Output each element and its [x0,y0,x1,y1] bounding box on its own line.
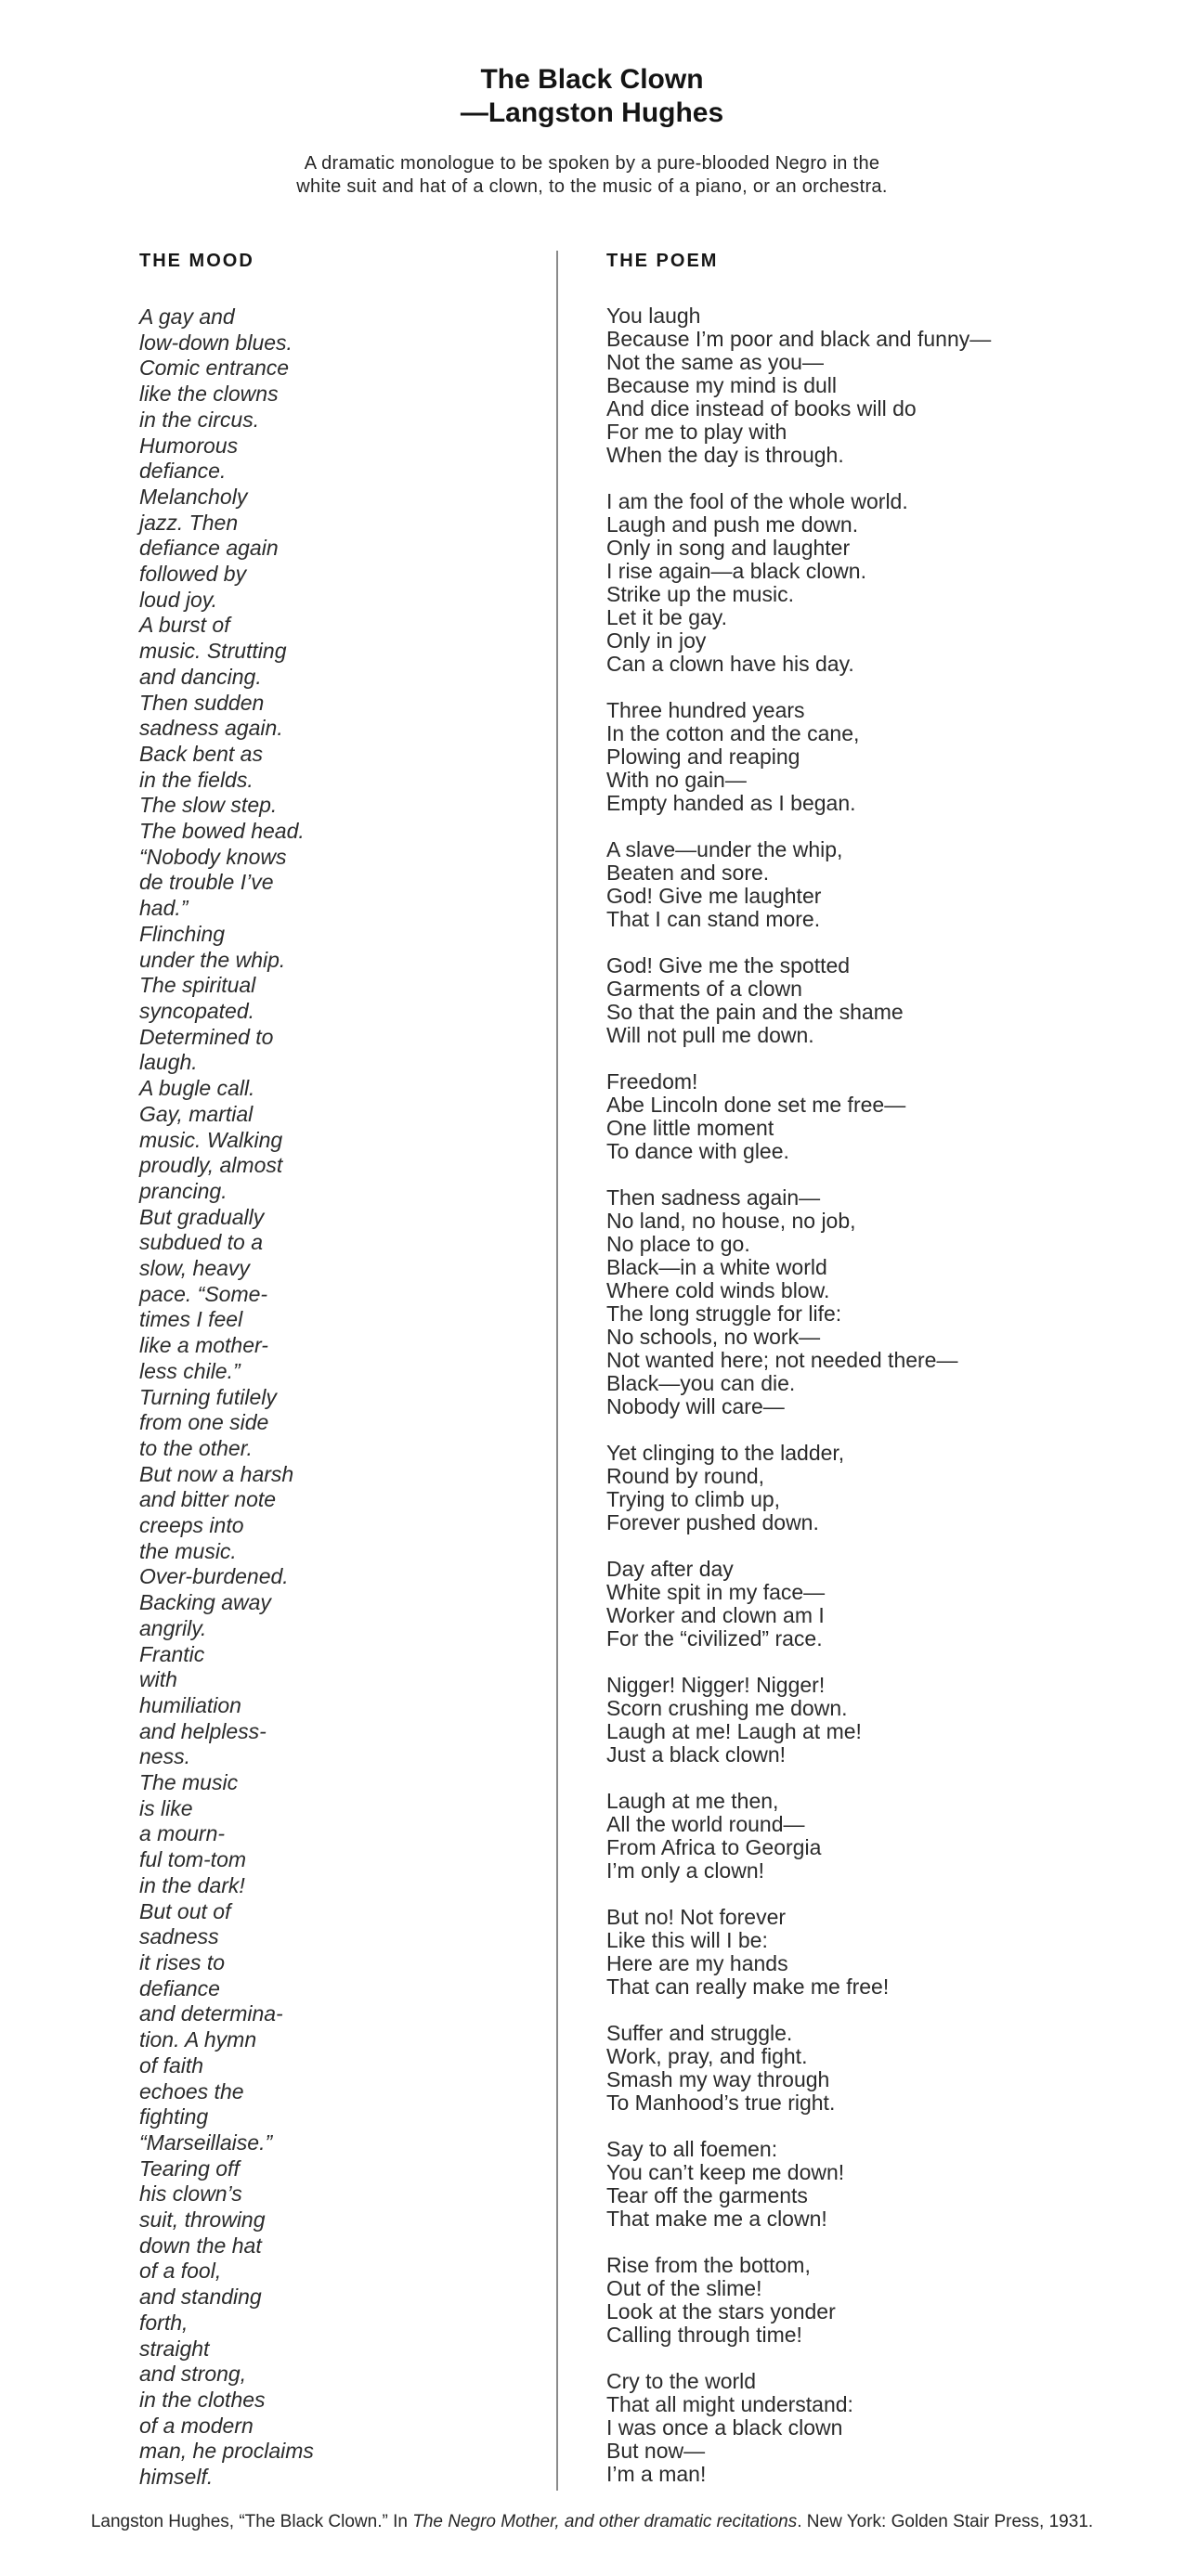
poem-line: Laugh at me! Laugh at me! [606,1719,862,1743]
poem-line: Not wanted here; not needed there— [606,1348,958,1372]
mood-line: like the clowns [139,382,279,407]
mood-line: “Marseillaise.” [139,2129,273,2155]
mood-line: from one side [139,1410,269,1435]
poem-line: I am the fool of the whole world. [606,489,908,513]
poem-line: One little moment [606,1116,774,1140]
poem-line: I’m a man! [606,2462,707,2486]
mood-line: sadness [139,1924,219,1949]
poem-line: With no gain— [606,768,747,792]
mood-line: The bowed head. [139,819,305,844]
poem-line: That all might understand: [606,2392,853,2416]
mood-line: and strong, [139,2362,247,2387]
mood-line: defiance again [139,536,279,561]
mood-line: a mourn- [139,1821,226,1846]
mood-line: humiliation [139,1692,241,1717]
poem-stanza [606,1070,1128,1163]
mood-line: of faith [139,2052,204,2078]
poem-stanza [606,1906,1128,1999]
poem-line: Rise from the bottom, [606,2253,811,2277]
poem-stanza [606,1558,1128,1650]
poem-line: Then sadness again— [606,1185,821,1210]
mood-line: pace. “Some- [139,1281,268,1306]
poem-line: For me to play with [606,420,787,444]
poem-line: For the “civilized” race. [606,1626,823,1650]
mood-line: But out of [139,1898,231,1923]
mood-line: The slow step. [139,793,278,818]
mood-line: in the circus. [139,407,260,432]
mood-line: Gay, martial [139,1101,254,1126]
mood-line: and determina- [139,2001,283,2026]
poem-column [558,251,1128,2491]
mood-line: Back bent as [139,741,263,766]
poem-stanza [606,1186,1128,1418]
mood-line: followed by [139,562,247,587]
poem-line: All the world round— [606,1812,805,1836]
poem-stanza [606,1442,1128,1534]
poem-stanza [606,1790,1128,1883]
poem-line: Work, pray, and fight. [606,2044,808,2068]
mood-line: to the other. [139,1435,253,1460]
poem-line: Laugh at me then, [606,1789,779,1813]
poem-line: Day after day [606,1557,734,1581]
mood-line: in the dark! [139,1872,245,1897]
mood-line: Melancholy [139,484,248,509]
poem-stanza [606,304,1128,467]
mood-line: is like [139,1795,193,1820]
poem-heading: THE POEM [606,251,719,271]
mood-line: Then sudden [139,690,265,715]
mood-line: echoes the [139,2078,244,2104]
mood-line: angrily. [139,1615,207,1640]
mood-line: The music [139,1770,239,1795]
mood-line: it rises to [139,1950,226,1974]
poem-line: I’m only a clown! [606,1858,765,1883]
mood-line: less chile.” [139,1358,241,1383]
two-column-layout [0,251,1184,2491]
mood-line: laugh. [139,1050,198,1075]
poem-line: No land, no house, no job, [606,1209,856,1233]
poem-line: Will not pull me down. [606,1023,814,1047]
poem-line: Laugh and push me down. [606,512,859,537]
poem-line: To Manhood’s true right. [606,2091,836,2115]
poem-stanza [606,699,1128,815]
mood-line: and bitter note [139,1487,277,1512]
mood-line: sadness again. [139,716,283,741]
mood-line: Flinching [139,921,226,946]
mood-line: ful tom-tom [139,1847,247,1872]
poem-line: God! Give me the spotted [606,953,851,977]
mood-line: Frantic [139,1641,205,1666]
mood-line: Backing away [139,1590,271,1615]
poem-body [606,304,1128,2486]
page-subtitle [0,152,1184,199]
mood-line: suit, throwing [139,2207,266,2233]
poem-line: Freedom! [606,1069,698,1094]
mood-line: and dancing. [139,664,262,689]
mood-line: Determined to [139,1024,274,1049]
poem-line: Smash my way through [606,2067,830,2091]
poem-line: That I can stand more. [606,907,821,931]
poem-line: Where cold winds blow. [606,1278,830,1302]
mood-line: But now a harsh [139,1461,294,1486]
poem-stanza [606,954,1128,1047]
poem-line: Cry to the world [606,2369,757,2393]
poem-stanza [606,2370,1128,2486]
mood-line: Turning futilely [139,1384,277,1409]
mood-line: Humorous [139,433,239,458]
poem-line: To dance with glee. [606,1139,789,1163]
poem-line: Forever pushed down. [606,1510,819,1534]
poem-line: Three hundred years [606,698,805,722]
poem-stanza [606,1674,1128,1767]
mood-column [139,251,556,2491]
poem-line: That can really make me free! [606,1974,890,1999]
poem-line: Not the same as you— [606,350,824,374]
poem-line: That make me a clown! [606,2207,827,2231]
poem-stanza [606,490,1128,676]
poem-line: Worker and clown am I [606,1603,825,1627]
mood-line: himself. [139,2465,214,2490]
poem-line: Nigger! Nigger! Nigger! [606,1673,826,1697]
mood-line: jazz. Then [139,510,239,535]
mood-body [139,304,556,2491]
poem-line: Strike up the music. [606,582,794,606]
poem-line: In the cotton and the cane, [606,721,860,745]
mood-line: music. Walking [139,1127,283,1152]
mood-line: Over-burdened. [139,1564,289,1589]
poem-line: Look at the stars yonder [606,2299,836,2324]
mood-line: man, he proclaims [139,2439,314,2464]
mood-line: proudly, almost [139,1153,283,1178]
poem-stanza [606,2022,1128,2115]
poem-line: When the day is through. [606,443,844,467]
mood-line: Tearing off [139,2155,240,2181]
poem-line: Because my mind is dull [606,373,837,397]
mood-line: and standing [139,2285,262,2310]
mood-line: in the clothes [139,2387,266,2412]
mood-line: times I feel [139,1307,243,1332]
poem-line: Garments of a clown [606,977,802,1001]
mood-line: defiance. [139,459,227,484]
mood-line: fighting [139,2104,209,2129]
poem-line: Empty handed as I began. [606,791,856,815]
page-title [0,0,1184,130]
poem-line: God! Give me laughter [606,884,822,908]
poem-line: And dice instead of books will do [606,396,917,421]
poem-line: Black—you can die. [606,1371,796,1395]
poem-stanza [606,2138,1128,2231]
mood-line: down the hat [139,2233,262,2258]
mood-line: tion. A hymn [139,2027,257,2052]
title-line-1: The Black Clown [480,64,704,95]
mood-line: A gay and [139,304,235,329]
poem-line: Plowing and reaping [606,744,800,769]
mood-line: creeps into [139,1513,244,1538]
poem-line: Nobody will care— [606,1394,785,1418]
poem-line: So that the pain and the shame [606,1000,904,1024]
mood-line: of a modern [139,2413,254,2438]
poem-line: No place to go. [606,1232,750,1256]
mood-line: “Nobody knows [139,844,287,869]
mood-line: subdued to a [139,1230,264,1255]
poem-line: But no! Not forever [606,1905,787,1929]
mood-line: forth, [139,2310,189,2335]
poem-line: Out of the slime! [606,2276,762,2300]
mood-line: ness. [139,1744,190,1769]
mood-line: A bugle call. [139,1076,255,1101]
poem-stanza [606,2254,1128,2347]
mood-line: like a mother- [139,1333,268,1358]
mood-line: de trouble I’ve [139,870,274,895]
poem-line: Abe Lincoln done set me free— [606,1093,906,1117]
poem-stanza [606,838,1128,931]
mood-line: Comic entrance [139,356,290,381]
citation [0,2511,1184,2533]
poem-line: Only in joy [606,628,707,653]
mood-line: the music. [139,1538,237,1563]
citation-suffix: . New York: Golden Stair Press, 1931. [797,2511,1094,2531]
poem-line: Calling through time! [606,2323,802,2347]
mood-line: under the whip. [139,947,286,972]
poem-line: Only in song and laughter [606,536,851,560]
poem-line: Just a black clown! [606,1742,787,1767]
poem-line: Like this will I be: [606,1928,768,1952]
citation-prefix: Langston Hughes, “The Black Clown.” In [90,2511,413,2531]
mood-line: his clown’s [139,2181,242,2207]
poem-line: Scorn crushing me down. [606,1696,848,1720]
poem-line: No schools, no work— [606,1325,821,1349]
poem-line: From Africa to Georgia [606,1835,822,1859]
poem-line: Round by round, [606,1464,765,1488]
poem-line: Trying to climb up, [606,1487,781,1511]
mood-line: had.” [139,896,189,921]
mood-line: syncopated. [139,998,255,1023]
mood-line: loud joy. [139,587,217,612]
mood-line: A burst of [139,613,230,638]
poem-line: Because I’m poor and black and funny— [606,327,992,351]
poem-line: You laugh [606,304,701,328]
poem-line: Beaten and sore. [606,861,770,885]
mood-line: low-down blues. [139,330,293,355]
poem-line: I was once a black clown [606,2415,843,2440]
mood-line: of a fool, [139,2259,222,2284]
poem-line: The long struggle for life: [606,1301,842,1326]
mood-line: straight [139,2336,210,2361]
poem-line: White spit in my face— [606,1580,826,1604]
mood-line: music. Strutting [139,639,287,664]
poem-line: Say to all foemen: [606,2137,778,2161]
poem-line: Can a clown have his day. [606,652,854,676]
subtitle-line-1: A dramatic monologue to be spoken by a pure-blooded Negro in the [304,153,880,174]
mood-line: But gradually [139,1204,265,1229]
poem-line: A slave—under the whip, [606,837,843,861]
poem-line: Here are my hands [606,1951,788,1975]
mood-heading: THE MOOD [139,251,254,271]
mood-line: prancing. [139,1178,228,1203]
title-line-2-author: —Langston Hughes [460,97,724,128]
poem-line: Let it be gay. [606,605,727,629]
poem-line: I rise again—a black clown. [606,559,866,583]
mood-line: in the fields. [139,767,254,792]
poem-line: Suffer and struggle. [606,2021,793,2045]
poem-line: You can’t keep me down! [606,2160,845,2184]
poem-line: Tear off the garments [606,2183,808,2207]
poem-line: Black—in a white world [606,1255,827,1279]
subtitle-line-2: white suit and hat of a clown, to the music of a piano, or an orchestra. [296,176,888,197]
mood-line: with [139,1667,177,1692]
mood-line: slow, heavy [139,1256,250,1281]
citation-book-title: The Negro Mother, and other dramatic recitations [412,2511,798,2531]
poem-line: But now— [606,2439,706,2463]
mood-line: The spiritual [139,973,256,998]
mood-line: and helpless- [139,1718,267,1743]
poem-line: Yet clinging to the ladder, [606,1441,845,1465]
mood-line: defiance [139,1975,220,2000]
